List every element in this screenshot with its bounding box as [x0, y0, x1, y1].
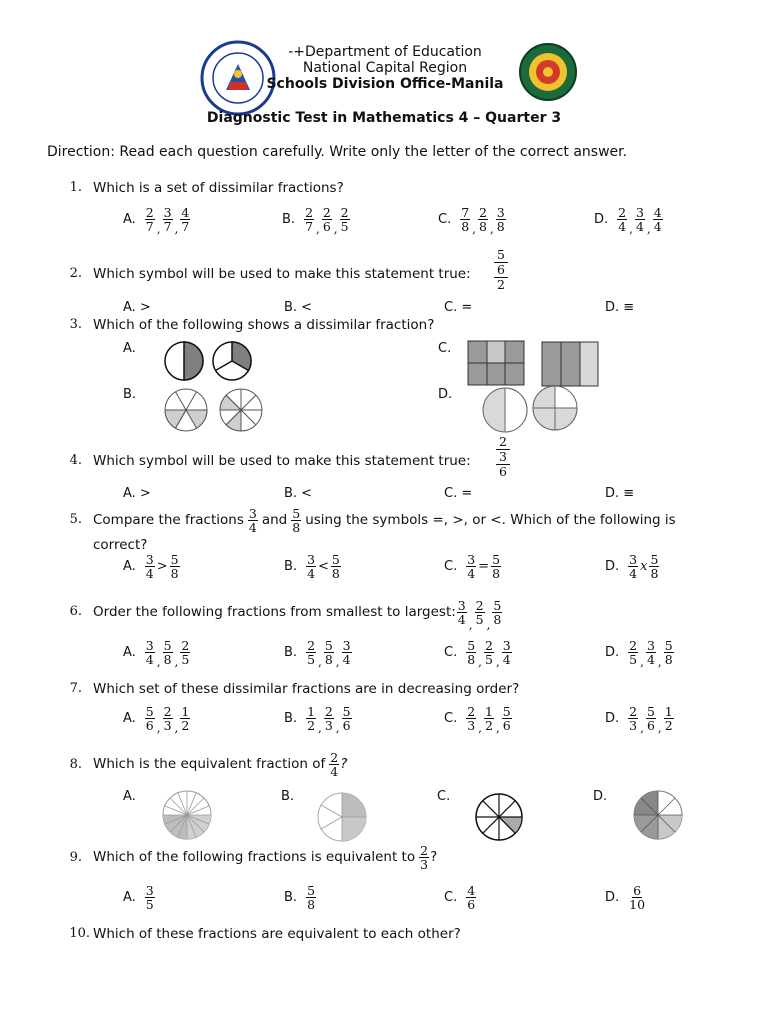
q7-text: Which set of these dissimilar fractions are in decreasing order?: [93, 681, 520, 697]
directions: Direction: Read each question carefully. Write only the letter of the correct answer.: [47, 144, 628, 160]
q6-option-c: C. 5 8 , 2 5 , 3 4: [444, 638, 511, 669]
q8-option-b-label: B.: [281, 789, 295, 804]
q2-option-a: A. >: [123, 300, 151, 315]
q3-option-c-label: C.: [438, 341, 452, 356]
q2-comparison: 5 6 2: [494, 248, 508, 292]
q8-option-c-label: C.: [437, 789, 451, 804]
q3-number: 3.: [69, 317, 82, 332]
q4-option-a: A. >: [123, 486, 151, 501]
q9-option-b: B. 5 8: [284, 883, 316, 912]
q4-option-b: B. <: [284, 486, 313, 501]
q1-option-a: A. 2 7 , 3 7 , 4 7: [123, 205, 190, 236]
q3-option-a-figure: [163, 339, 255, 383]
q5-option-c: C. $\frac{3}{4}$ = $\frac{5}{8}$: [444, 552, 501, 581]
q2-text: Which symbol will be used to make this statement true:: [93, 266, 471, 282]
q9-number: 9.: [69, 850, 82, 865]
q5-option-a: A. 3 4 > 5 8: [123, 552, 179, 581]
q3-option-d-figure: [481, 386, 581, 434]
header-line-1: -+Department of Education: [288, 44, 482, 60]
header-line-2: National Capital Region: [302, 60, 468, 76]
q1-option-b: B. 2 7 , 2 6 , 2 5: [282, 205, 349, 236]
q1-number: 1.: [69, 180, 82, 195]
q5-number: 5.: [69, 512, 82, 527]
page-title: Diagnostic Test in Mathematics 4 – Quarter 3: [206, 110, 562, 126]
q2-option-c: C. =: [444, 300, 473, 315]
q8-option-d-label: D.: [593, 789, 608, 804]
sdo-manila-logo: [518, 42, 578, 102]
q10-number: 10.: [69, 926, 90, 941]
q3-option-d-label: D.: [438, 387, 453, 402]
q7-option-c: C. 2 3 , 1 2 , 5 6: [444, 704, 511, 735]
q1-option-c: C. 7 8 , 2 8 , 3 8: [438, 205, 505, 236]
q2-option-d: D. ≡: [605, 300, 635, 315]
q6-option-a: A. 3 4 , 5 8 , 2 5: [123, 638, 190, 669]
q10-text: Which of these fractions are equivalent to each other?: [93, 926, 461, 942]
q8-option-d-figure: [631, 789, 685, 841]
q1-text: Which is a set of dissimilar fractions?: [93, 180, 344, 196]
q5-option-d: D. 3 4 x 5 8: [605, 552, 659, 581]
q7-option-a: A. 5 6 , 2 3 , 1 2: [123, 704, 190, 735]
q4-option-c: C. =: [444, 486, 473, 501]
q3-option-c-figure: [467, 340, 602, 388]
q2-number: 2.: [69, 266, 82, 281]
q3-option-a-label: A.: [123, 341, 136, 356]
q3-option-b-label: B.: [123, 387, 137, 402]
q9-option-a: A. 3 5: [123, 883, 154, 912]
q9-option-d: D. 6 10: [605, 883, 646, 912]
q9-text: Which of the following fractions is equivalent to 2 3 ?: [93, 842, 438, 872]
q8-option-b-figure: [315, 791, 369, 843]
q2-option-b: B. <: [284, 300, 313, 315]
q7-number: 7.: [69, 681, 82, 696]
q3-option-b-figure: [163, 387, 265, 433]
q4-text: Which symbol will be used to make this statement true:: [93, 453, 471, 469]
q3-text: Which of the following shows a dissimilar fraction?: [93, 317, 435, 333]
q8-number: 8.: [69, 757, 82, 772]
q4-option-d: D. ≡: [605, 486, 635, 501]
q4-number: 4.: [69, 453, 82, 468]
q9-option-c: C. 4 6: [444, 883, 476, 912]
q6-number: 6.: [69, 604, 82, 619]
header-line-3: Schools Division Office-Manila: [266, 76, 504, 92]
q1-option-d: D. 2 4 , 3 4 , 4 4: [594, 205, 662, 236]
q7-option-b: B. 1 2 , 2 3 , 5 6: [284, 704, 351, 735]
q5-option-b: B. 3 4 < 5 8: [284, 552, 340, 581]
q6-option-d: D. 2 5 , 3 4 , 5 8: [605, 638, 673, 669]
q6-text: Order the following fractions from smallest to largest: 3 4 , 2 5 , 5 8: [93, 597, 502, 632]
q8-text: Which is the equivalent fraction of 2 4 ?: [93, 749, 348, 779]
q8-option-a-figure: [161, 789, 213, 841]
q8-option-a-label: A.: [123, 789, 136, 804]
q6-option-b: B. 2 5 , 5 8 , 3 4: [284, 638, 351, 669]
q5-text-cont: correct?: [93, 537, 148, 553]
q4-comparison: 2 3 6: [496, 435, 510, 479]
q5-text: Compare the fractions 3 4 and 5 8 using the symbols =, >, or <. Which of the following is: [93, 505, 676, 535]
q8-option-c-figure: [472, 792, 526, 842]
q7-option-d: D. 2 3 , 5 6 , 1 2: [605, 704, 673, 735]
